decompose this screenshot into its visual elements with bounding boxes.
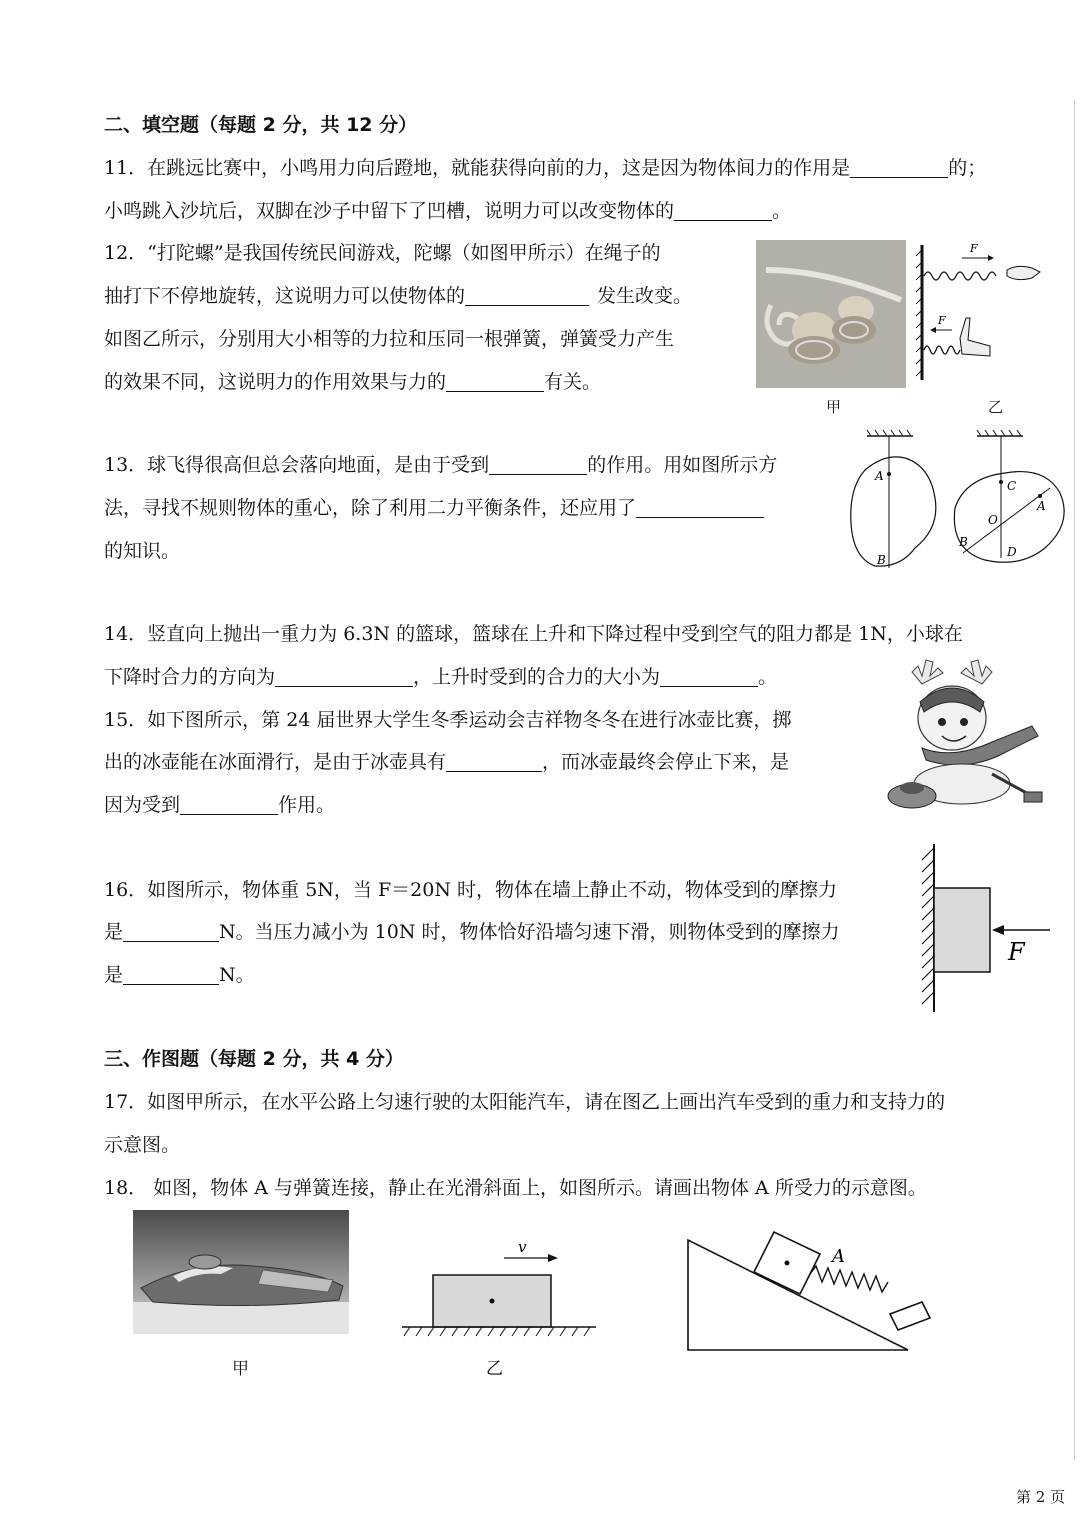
mascot-curling-illustration <box>882 656 1052 822</box>
point-D: D <box>1007 545 1017 559</box>
q12-line4 <box>104 369 601 395</box>
q14-text-2b: ，上升时受到的合力的大小为 <box>413 666 661 688</box>
point-C: C <box>1007 479 1017 493</box>
q13-line2 <box>104 495 764 521</box>
velocity-label: v <box>518 1238 527 1256</box>
q12-text-4b: 有关。 <box>544 371 602 393</box>
solar-car-photo <box>133 1210 349 1334</box>
q13-blank-1[interactable] <box>489 454 587 475</box>
q12-fig-label-yi: 乙 <box>988 398 1004 416</box>
q16-blank-2[interactable] <box>123 964 219 985</box>
q13-line1 <box>104 452 777 478</box>
spinning-top-photo <box>756 240 906 388</box>
spring-diagram <box>912 240 1046 390</box>
q13-blank-2[interactable] <box>636 497 764 518</box>
q16-text-3b: N。 <box>219 964 255 986</box>
q14-line2 <box>104 664 777 690</box>
center-of-gravity-diagram <box>845 428 1075 573</box>
q15-line2 <box>104 749 789 775</box>
q16-text-3a: 是 <box>104 964 124 986</box>
incline-spring-diagram <box>686 1210 936 1355</box>
spinning-top-illustration <box>756 240 906 388</box>
spring-force-label-2: F <box>938 314 946 327</box>
scan-edge-line <box>1074 100 1075 1460</box>
q15-text-3b: 作用。 <box>278 794 336 816</box>
q12-blank-2[interactable] <box>446 371 544 392</box>
block-A-label: A <box>832 1246 845 1267</box>
section-3-title: 三、作图题（每题 2 分，共 4 分） <box>104 1048 404 1070</box>
q11-text-2b: 。 <box>772 200 792 222</box>
q15-text-3a: 因为受到 <box>104 794 181 816</box>
q12-text-4a: 的效果不同，这说明力的作用效果与力的 <box>104 371 447 393</box>
point-A-right: A <box>1037 499 1046 513</box>
q14-blank-1[interactable] <box>275 666 413 687</box>
q15-line1: 15．如下图所示，第 24 届世界大学生冬季运动会吉祥物冬冬在进行冰壶比赛，掷 <box>104 709 792 731</box>
q17-line1: 17．如图甲所示，在水平公路上匀速行驶的太阳能汽车，请在图乙上画出汽车受到的重力和支持力的 <box>104 1091 946 1113</box>
q11-blank-2[interactable] <box>674 200 772 221</box>
q15-blank-1[interactable] <box>446 751 542 772</box>
q16-line1: 16．如图所示，物体重 5N，当 F＝20N 时，物体在墙上静止不动，物体受到的摩擦力 <box>104 879 837 901</box>
q13-text-1a: 13．球飞得很高但总会落向地面，是由于受到 <box>104 454 490 476</box>
point-B-right: B <box>959 535 968 549</box>
wall-block-diagram <box>912 842 1062 1014</box>
q16-line3 <box>104 962 255 988</box>
q14-line1: 14．竖直向上抛出一重力为 6.3N 的篮球，篮球在上升和下降过程中受到空气的阻力都是 1N，小球在 <box>104 623 963 645</box>
q11-text-1a: 11．在跳远比赛中，小鸣用力向后蹬地，就能获得向前的力，这是因为物体间力的作用是 <box>104 157 851 179</box>
q11-text-1b: 的； <box>948 157 987 179</box>
q11-line1 <box>104 155 986 181</box>
q12-line3: 如图乙所示，分别用大小相等的力拉和压同一根弹簧，弹簧受力产生 <box>104 328 675 350</box>
q17-line2: 示意图。 <box>104 1134 181 1156</box>
point-O: O <box>988 513 998 527</box>
q16-text-2a: 是 <box>104 921 124 943</box>
q12-fig-label-jia: 甲 <box>826 398 842 416</box>
page-number: 第 2 页 <box>1016 1488 1066 1506</box>
q13-line3: 的知识。 <box>104 540 181 562</box>
q15-blank-2[interactable] <box>180 794 278 815</box>
q13-text-1b: 的作用。用如图所示方 <box>587 454 778 476</box>
q16-text-2b: N。当压力减小为 10N 时，物体恰好沿墙匀速下滑，则物体受到的摩擦力 <box>219 921 840 943</box>
q12-text-2b: 发生改变。 <box>597 285 693 307</box>
q15-text-2a: 出的冰壶能在冰面滑行，是由于冰壶具有 <box>104 751 447 773</box>
block-on-ground-diagram <box>400 1234 600 1344</box>
q16-line2 <box>104 919 840 945</box>
solar-car-illustration <box>133 1210 349 1334</box>
q17-fig-label-jia: 甲 <box>232 1359 249 1379</box>
q14-text-2c: 。 <box>758 666 778 688</box>
q13-text-2a: 法，寻找不规则物体的重心，除了利用二力平衡条件，还应用了 <box>104 497 637 519</box>
point-A-left: A <box>875 469 884 483</box>
wall-force-label: F <box>1008 938 1025 966</box>
section-2-title: 二、填空题（每题 2 分，共 12 分） <box>104 114 418 136</box>
q15-line3 <box>104 792 335 818</box>
q12-line1: 12．“打陀螺”是我国传统民间游戏，陀螺（如图甲所示）在绳子的 <box>104 242 661 264</box>
q12-text-2a: 抽打下不停地旋转，这说明力可以使物体的 <box>104 285 466 307</box>
q16-blank-1[interactable] <box>123 921 219 942</box>
spring-force-label-1: F <box>970 242 978 255</box>
q14-text-2a: 下降时合力的方向为 <box>104 666 276 688</box>
q12-blank-1[interactable] <box>465 285 589 306</box>
q14-blank-2[interactable] <box>660 666 758 687</box>
q12-line2 <box>104 283 692 309</box>
q11-line2 <box>104 198 791 224</box>
q15-text-2b: ，而冰壶最终会停止下来，是 <box>542 751 790 773</box>
point-B-left: B <box>877 553 886 567</box>
q18-line1: 18． 如图，物体 A 与弹簧连接，静止在光滑斜面上，如图所示。请画出物体 A 所受力的示意图。 <box>104 1177 927 1199</box>
q17-fig-label-yi: 乙 <box>486 1359 503 1379</box>
q11-text-2a: 小鸣跳入沙坑后，双脚在沙子中留下了凹槽，说明力可以改变物体的 <box>104 200 675 222</box>
q11-blank-1[interactable] <box>850 157 948 178</box>
